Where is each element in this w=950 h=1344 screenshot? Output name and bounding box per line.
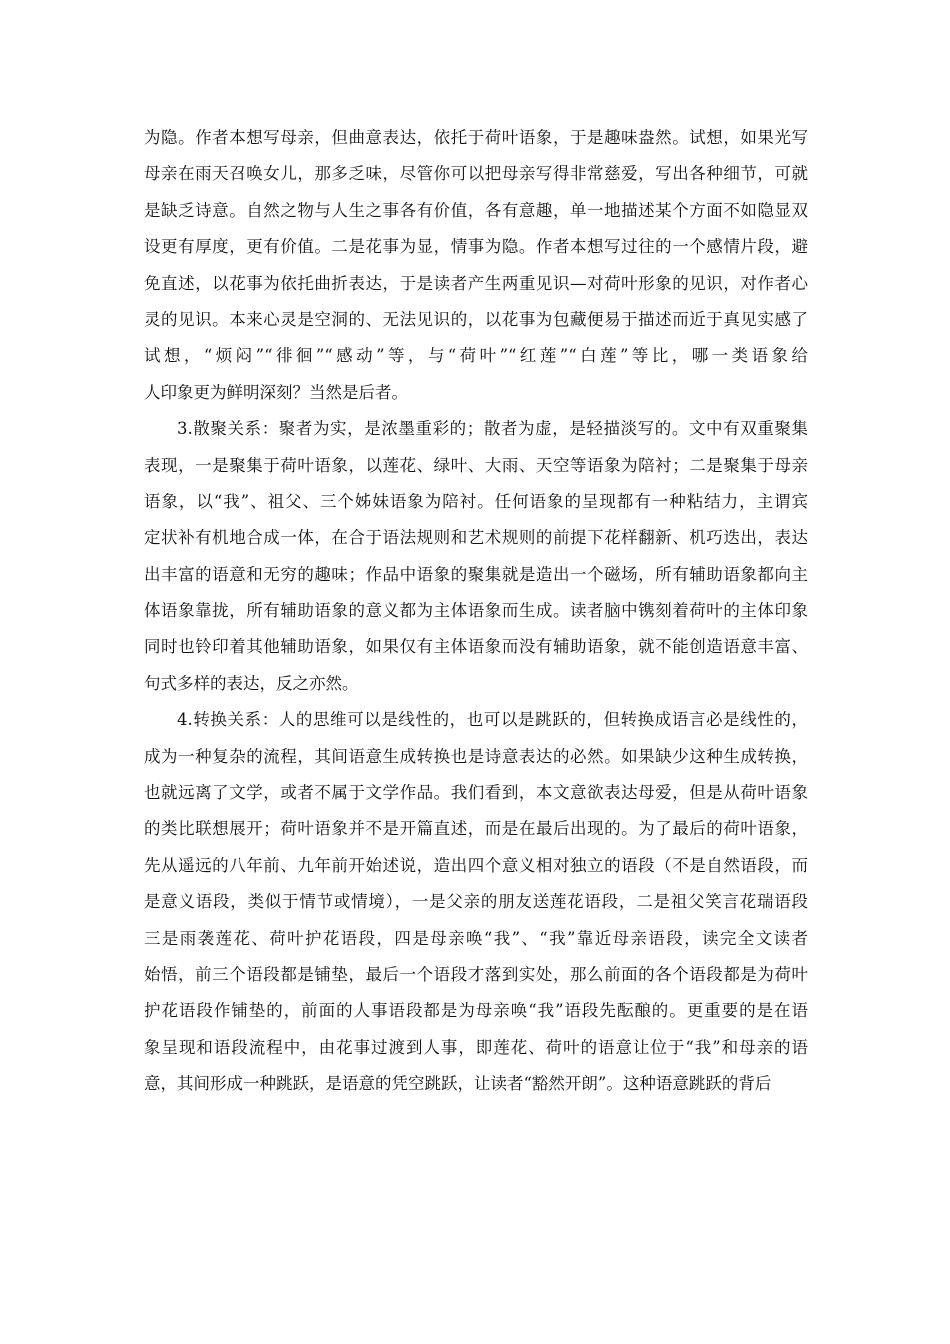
text-line: 母亲在雨天召唤女儿，那多乏味，尽管你可以把母亲写得非常慈爱，写出各种细节，可就: [144, 164, 808, 184]
text-line: 表现，一是聚集于荷叶语象，以莲花、绿叶、大雨、天空等语象为陪衬；二是聚集于母亲: [144, 455, 808, 475]
paragraph: [144, 120, 808, 411]
text-line: 设更有厚度，更有价值。二是花事为显，情事为隐。作者本想写过往的一个感情片段，避: [144, 237, 808, 257]
text-line: 象呈现和语段流程中，由花事过渡到人事，即莲花、荷叶的语意让位于“我”和母亲的语: [144, 1037, 808, 1057]
text-line: 3.散聚关系：聚者为实，是浓墨重彩的；散者为虚，是轻描淡写的。文中有双重聚集: [177, 419, 808, 439]
text-line: 免直述，以花事为依托曲折表达，于是读者产生两重见识—对荷叶形象的见识，对作者心: [144, 273, 808, 293]
text-line: 护花语段作铺垫的，前面的人事语段都是为母亲唤“我”语段先酝酿的。更重要的是在语: [144, 1001, 808, 1021]
text-line: 为隐。作者本想写母亲，但曲意表达，依托于荷叶语象，于是趣味盎然。试想，如果光写: [144, 128, 808, 147]
text-line: 试想，“烦闷”“徘徊”“感动”等，与“荷叶”“红莲”“白莲”等比，哪一类语象给: [144, 346, 808, 366]
paragraph: [144, 702, 808, 1102]
text-line: 也就远离了文学，或者不属于文学作品。我们看到，本文意欲表达母爱，但是从荷叶语象: [144, 783, 808, 803]
text-line: 4.转换关系：人的思维可以是线性的，也可以是跳跃的，但转换成语言必是线性的，: [177, 710, 808, 730]
text-line: 同时也铃印着其他辅助语象，如果仅有主体语象而没有辅助语象，就不能创造语意丰富、: [144, 637, 808, 657]
text-line: 始悟，前三个语段都是铺垫，最后一个语段才落到实处，那么前面的各个语段都是为荷叶: [144, 964, 808, 984]
text-line: 是意义语段，类似于情节或情境），一是父亲的朋友送莲花语段，二是祖父笑言花瑞语段: [144, 892, 808, 912]
text-line: 先从遥远的八年前、九年前开始述说，造出四个意义相对独立的语段（不是自然语段，而: [144, 855, 808, 875]
paragraph: [144, 411, 808, 702]
text-line: 成为一种复杂的流程，其间语意生成转换也是诗意表达的必然。如果缺少这种生成转换，: [144, 746, 808, 766]
text-line: 三是雨袭莲花、荷叶护花语段，四是母亲唤“我”、“我”靠近母亲语段，读完全文读者: [144, 928, 808, 948]
text-line: 灵的见识。本来心灵是空洞的、无法见识的，以花事为包藏便易于描述而近于真见实感了: [144, 309, 808, 329]
text-line: 体语象靠拢，所有辅助语象的意义都为主体语象而生成。读者脑中镌刻着荷叶的主体印象: [144, 601, 808, 621]
text-line: 意，其间形成一种跳跃，是语意的凭空跳跃，让读者“豁然开朗”。这种语意跳跃的背后: [144, 1074, 772, 1094]
text-line: 是缺乏诗意。自然之物与人生之事各有价值，各有意趣，单一地描述某个方面不如隐显双: [144, 200, 808, 220]
text-line: 的类比联想展开；荷叶语象并不是开篇直述，而是在最后出现的。为了最后的荷叶语象，: [144, 819, 808, 839]
text-line: 人印象更为鲜明深刻？当然是后者。: [144, 382, 408, 402]
text-line: 语象，以“我”、祖父、三个姊妹语象为陪衬。任何语象的呈现都有一种粘结力，主谓宾: [144, 491, 808, 511]
text-line: 出丰富的语意和无穷的趣味；作品中语象的聚集就是造出一个磁场，所有辅助语象都向主: [144, 564, 808, 584]
body-text: [144, 120, 808, 1103]
text-line: 句式多样的表达，反之亦然。: [144, 673, 359, 693]
text-line: 定状补有机地合成一体，在合于语法规则和艺术规则的前提下花样翻新、机巧迭出，表达: [144, 528, 808, 548]
